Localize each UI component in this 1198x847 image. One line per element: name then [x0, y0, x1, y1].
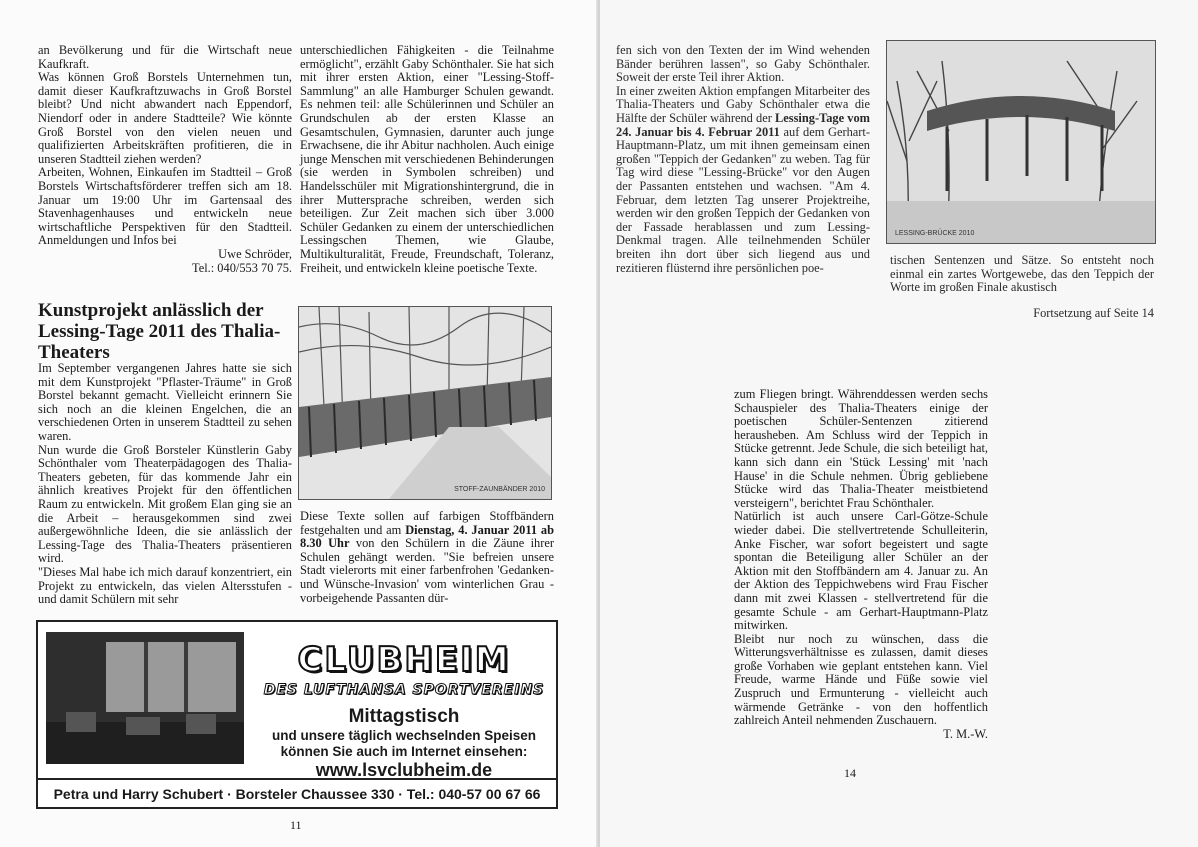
sketch-caption: LESSING-BRÜCKE 2010	[895, 230, 975, 237]
text-run: von den Schülern in die Zäune ihrer Schulen gehängt werden. "Sie befreien unsere Stadt vielerorts mit einer farbenfrohen 'Gedanken- und Wünsche-Invasion' vom winterlichen Grau - vorbeigehende Passanten dür-	[300, 536, 555, 605]
paragraph: Arbeiten, Wohnen, Einkaufen im Stadtteil – Groß Borstels Wirtschaftsförderer treffen sich am 18. Januar um 19:00 Uhr im Gartensaal des Stavenhagenhauses und entwickeln neue wirtschaftliche Perspektiven für den Stadtteil. Anmeldungen und Infos bei	[38, 165, 292, 248]
article-continuation-column	[616, 44, 870, 275]
continuation-note: Fortsetzung auf Seite 14	[1033, 305, 1154, 320]
ad-footer: Petra und Harry Schubert · Borsteler Chaussee 330 · Tel.: 040-57 00 67 66	[38, 778, 556, 808]
right-page	[600, 0, 1198, 847]
sketch-drawing	[299, 307, 551, 499]
paragraph: "Dieses Mal habe ich mich darauf konzentriert, ein Projekt zu entwickeln, das vielen Altersstufen - und damit Schülern mit sehr	[38, 564, 292, 607]
author-initials: T. M.-W.	[943, 726, 988, 741]
paragraph: Bleibt nur noch zu wünschen, dass die Witterungsverhältnisse es zulassen, damit dieses große Vorhaben wie geplant entstehen kann. Viel Freude, warme Hände und Füße sowie viel Zuspruch und Ermunterung - vielleicht auch wärmende Getränke - von den hoffentlich zahlreich Anteil nehmenden Zuschauern.	[734, 631, 988, 728]
article-column-continued	[890, 254, 1154, 320]
left-page	[0, 0, 598, 847]
bridge-sketch	[886, 40, 1156, 244]
date-highlight: Lessing-Tage vom 24. Januar bis 4. Februar 2011	[616, 110, 870, 139]
ad-line: und unsere täglich wechselnden Speisen	[271, 728, 537, 743]
article-column-left	[38, 362, 292, 607]
article-intro-column	[38, 44, 292, 275]
page-number: 11	[290, 818, 302, 832]
fence-ribbons-sketch	[298, 306, 552, 500]
paragraph: unterschiedlichen Fähigkeiten - die Teilnahme ermöglicht", erzählt Gaby Schönthaler. Sie hat sich mit ihrer ersten Aktion, einer "Lessing-Stoff-Sammlung" an alle Hamburger Schulen gewandt. Es nehmen teil: alle Schülerinnen und Schüler an Grundschulen ab der ersten Klasse an Gesamtschulen, Gymnasien, darunter auch junge Erwachsene, die ihr Abitur nachholen. Auch einige junge Menschen mit verschiedenen Behinderungen (sie werden in Symbolen schreiben) und Handelsschüler mit Migrationshintergrund, die in ihrer Muttersprache schreiben, werden sich beteiligen. Zur Zeit machen sich über 3.000 Schüler Gedanken zu einem der unterschiedlichen Lessingschen Themen, wie Glaube, Multikulturalität, Freude, Freundschaft, Toleranz, Freiheit, und entwickeln kleine poetische Texte.	[300, 43, 554, 275]
signature-name: Uwe Schröder,	[218, 246, 292, 261]
text-run: auf dem Gerhart-Hauptmann-Platz, um mit ihnen gemeinsam einen großen "Teppich der Gedanken" zu weben. Tag für Tag wird diese "Lessing-Brücke" vor den Augen der Passanten entstehen und wachsen. "Am 4. Februar, dem letzten Tag unserer Projektreihe, werden wir den großen Teppich der Gedanken von der Fassade herablassen und zum Lessing-Denkmal tragen. Alle teilnehmenden Schüler breiten ihn dort über sich liegend aus und rezitieren flüsternd ihre persönlichen poe-	[616, 124, 870, 275]
signature-tel: Tel.: 040/553 70 75.	[192, 260, 292, 275]
sketch-caption: STOFF-ZAUNBÄNDER 2010	[454, 486, 545, 493]
ad-line: können Sie auch im Internet einsehen:	[280, 744, 528, 759]
paragraph	[300, 510, 554, 605]
ad-subtitle: DES LUFTHANSA SPORTVEREINS	[263, 682, 545, 698]
paragraph: tischen Sentenzen und Sätze. So entsteht noch einmal ein zartes Wortgewebe, das den Teppich der Worte im großen Finale akustisch	[890, 253, 1154, 295]
article-column-right-bottom	[300, 510, 554, 605]
page-number: 14	[844, 766, 856, 780]
clubheim-advertisement	[36, 620, 558, 809]
paragraph: Im September vergangenen Jahres hatte sie sich mit dem Kunstprojekt "Pflaster-Träume" in Groß Borstel bekannt gemacht. Vielleicht erinnern Sie sich noch an die kleinen Engelchen, die an verschiedenen Orten in unserem Stadtteil zu sehen waren.	[38, 361, 292, 443]
sketch-drawing	[887, 41, 1155, 243]
ad-mittagstisch: Mittagstisch	[348, 706, 460, 727]
restaurant-photo	[46, 632, 244, 764]
date-highlight: Dienstag, 4. Januar 2011 ab 8.30 Uhr	[300, 522, 554, 551]
ad-website: www.lsvclubheim.de	[315, 760, 493, 780]
paragraph	[616, 85, 870, 275]
paragraph: fen sich von den Texten der im Wind wehenden Bänder berühren lassen", so Gaby Schönthaler. Soweit der erste Teil ihrer Aktion.	[616, 43, 870, 85]
article-column-page14	[734, 388, 988, 741]
article-heading: Kunstprojekt anlässlich der Lessing-Tage 2011 des Thalia-Theaters	[38, 300, 281, 363]
paragraph: an Bevölkerung und für die Wirtschaft neue Kaufkraft.	[38, 43, 292, 71]
ad-title: CLUBHEIM	[297, 640, 511, 680]
paragraph: Was können Groß Borstels Unternehmen tun, damit dieser Kaufkraftzuwachs in Groß Borstel bleibt? Und nicht abwandert nach Eppendorf, Niendorf oder in andere Stadtteile? Wie könnte Groß Borstel von den vielen neuen und qualifizierten Arbeitskräften profitieren, die in unseren Stadtteil ziehen werden?	[38, 70, 292, 166]
paragraph: zum Fliegen bringt. Währenddessen werden sechs Schauspieler des Thalia-Theaters einige der poetischen Schüler-Sentenzen zitierend herausheben. Am Schluss wird der Teppich in Stücke getrennt. Jede Schule, die sich beteiligt hat, kann sich dann ein 'Stück Lessing' mit 'nach Hause' in die Schule nehmen. Übrig gebliebene Stücke wird das Thalia-Theater meistbietend versteigern", berichtet Frau Schönthaler.	[734, 387, 988, 510]
paragraph: Natürlich ist auch unsere Carl-Götze-Schule wieder dabei. Die stellvertretende Schulleiterin, Anke Fischer, war sofort begeistert und sagte spontan die Beteiligung aller Schüler an der Aktion mit den Stoffbändern am 4. Januar zu. An der Aktion des Teppichwebens wird Frau Fischer dann mit zwei Klassen - stellvertretend für die gesamte Schule - am Gerhart-Hauptmann-Platz mitwirken.	[734, 509, 988, 633]
article-column-right-top	[300, 44, 554, 275]
paragraph: Nun wurde die Groß Borsteler Künstlerin Gaby Schönthaler vom Theaterpädagogen des Thalia-Theaters gebeten, für das kommende Jahr ein ähnlich kreatives Projekt für den öffentlichen Raum zu entwickeln. Mit großem Elan ging sie an die Arbeit – herausgekommen sind zwei außergewöhnliche Ideen, die sie anlässlich der Lessing-Tage des Thalia-Theaters präsentieren wird.	[38, 442, 292, 566]
text-run: In einer zweiten Aktion empfangen Mitarbeiter des Thalia-Theaters und Gaby Schönthaler etwa die Hälfte der Schüler während der	[616, 83, 870, 125]
text-run: Diese Texte sollen auf farbigen Stoffbändern festgehalten und am	[300, 509, 554, 537]
